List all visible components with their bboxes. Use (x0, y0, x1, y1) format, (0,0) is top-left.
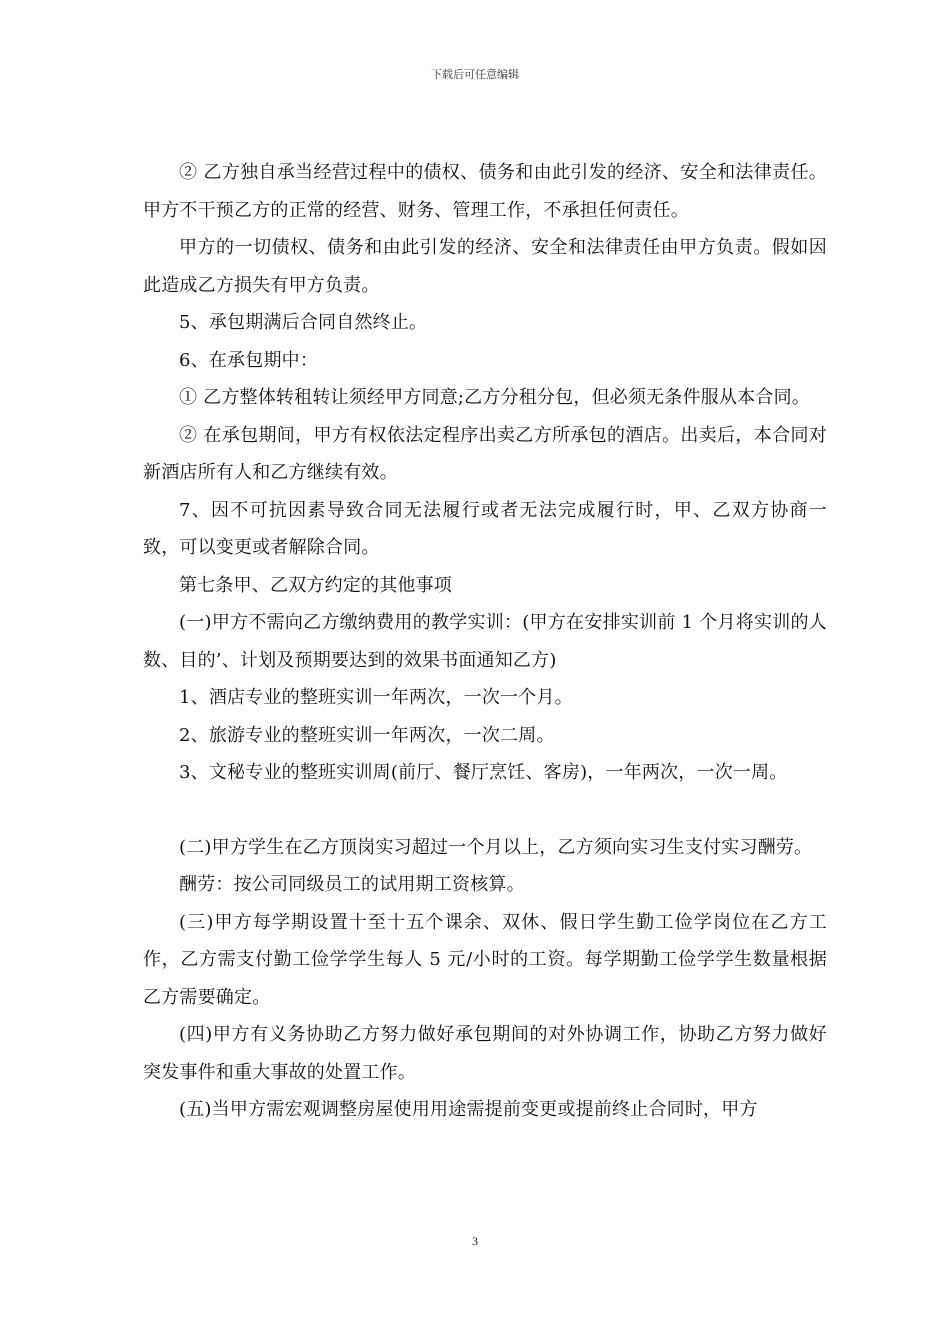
paragraph: ② 乙方独自承当经营过程中的债权、债务和由此引发的经济、安全和法律责任。甲方不干预乙方的正常的经营、财务、管理工作，不承担任何责任。 (143, 162, 827, 221)
paragraph: (四)甲方有义务协助乙方努力做好承包期间的对外协调工作，协助乙方努力做好突发事件和重大事故的处置工作。 (143, 1024, 827, 1083)
document-body (143, 154, 827, 1129)
paragraph: (五)当甲方需宏观调整房屋使用用途需提前变更或提前终止合同时，甲方 (179, 1099, 758, 1120)
paragraph: 甲方的一切债权、债务和由此引发的经济、安全和法律责任由甲方负责。假如因此造成乙方损失有甲方负责。 (143, 237, 827, 296)
page-number: 3 (472, 1234, 478, 1248)
paragraph: 酬劳：按公司同级员工的试用期工资核算。 (179, 874, 525, 895)
list-item: 2、旅游专业的整班实训一年两次，一次二周。 (179, 724, 555, 746)
list-item: 3、文秘专业的整班实训周(前厅、餐厅烹饪、客房)，一年两次，一次一周。 (179, 762, 788, 783)
list-item: 1、酒店专业的整班实训一年两次，一次一个月。 (179, 687, 573, 708)
paragraph: (二)甲方学生在乙方顶岗实习超过一个月以上，乙方须向实习生支付实习酬劳。 (179, 836, 813, 858)
page-header: 下载后可任意编辑 (431, 68, 519, 81)
paragraph: (三)甲方每学期设置十至十五个课余、双休、假日学生勤工俭学岗位在乙方工作，乙方需支付勤工俭学学生每人 5 元/小时的工资。每学期勤工俭学学生数量根据乙方需要确定。 (143, 911, 827, 1008)
section-heading: 第七条甲、乙双方约定的其他事项 (179, 574, 452, 596)
paragraph: 5、承包期满后合同自然终止。 (179, 312, 428, 333)
paragraph: ② 在承包期间，甲方有权依法定程序出卖乙方所承包的酒店。出卖后，本合同对新酒店所有人和乙方继续有效。 (143, 424, 827, 483)
paragraph: (一)甲方不需向乙方缴纳费用的教学实训：(甲方在安排实训前 1 个月将实训的人数、目的’、计划及预期要达到的效果书面通知乙方) (143, 612, 827, 671)
paragraph: 6、在承包期中： (179, 349, 319, 371)
paragraph: ① 乙方整体转租转让须经甲方同意;乙方分租分包，但必须无条件服从本合同。 (179, 387, 810, 408)
paragraph: 7、因不可抗因素导致合同无法履行或者无法完成履行时，甲、乙双方协商一致，可以变更或者解除合同。 (143, 499, 827, 558)
